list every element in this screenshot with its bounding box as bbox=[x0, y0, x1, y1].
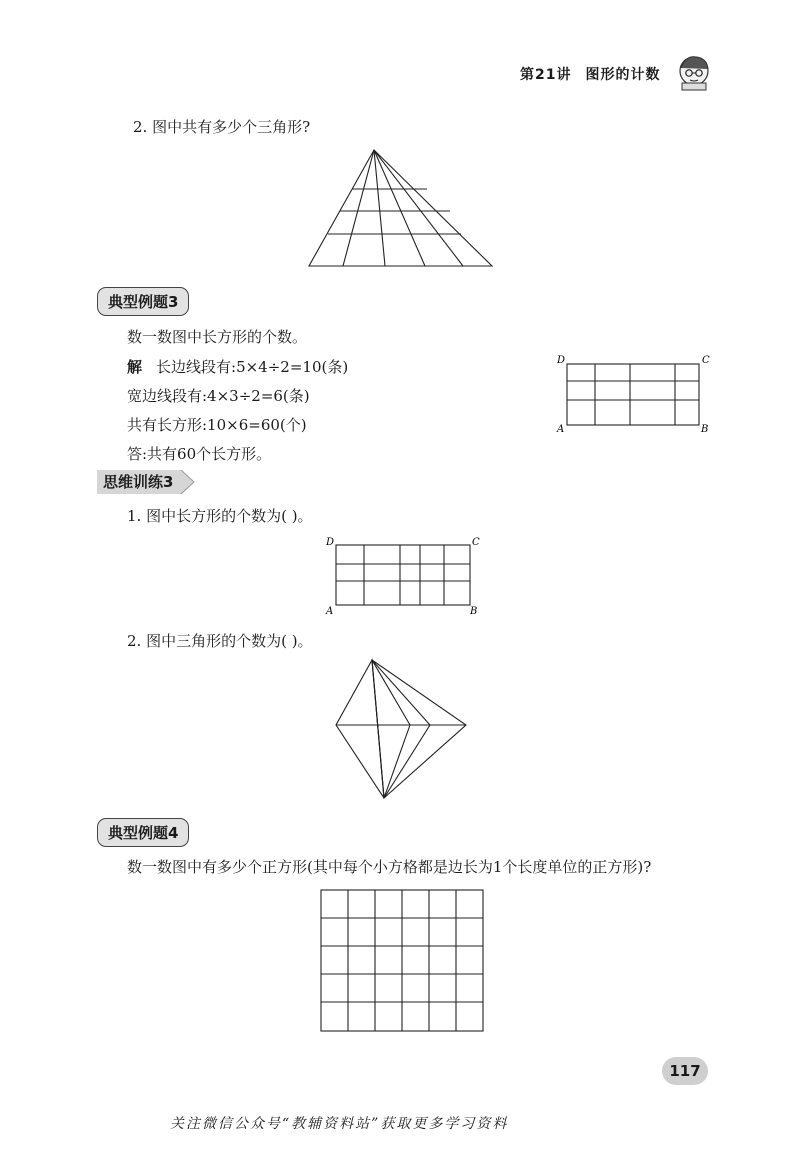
corner-B: B bbox=[470, 606, 478, 617]
kite-triangle-figure bbox=[330, 655, 475, 805]
training-3-q2: 2. 图中三角形的个数为( )。 bbox=[127, 632, 313, 650]
example-4-question: 数一数图中有多少个正方形(其中每个小方格都是边长为1个长度单位的正方形)? bbox=[127, 858, 652, 876]
footer-note: 关注微信公众号“教辅资料站”获取更多学习资料 bbox=[170, 1116, 509, 1132]
corner-D: D bbox=[326, 537, 335, 548]
solution-line1-text: 长边线段有:5×4÷2=10(条) bbox=[156, 358, 349, 376]
corner-D: D bbox=[557, 355, 566, 366]
mascot-icon bbox=[674, 52, 714, 92]
training-3-label bbox=[97, 470, 195, 494]
training-3-rectangle-figure bbox=[322, 532, 482, 617]
lecture-topic: 图形的计数 bbox=[585, 67, 661, 83]
example-3-label: 典型例题3 bbox=[97, 287, 189, 316]
square-grid-figure bbox=[318, 887, 486, 1035]
training-3-q1: 1. 图中长方形的个数为( )。 bbox=[127, 507, 313, 525]
example-3-solution-line1 bbox=[127, 356, 348, 377]
corner-C: C bbox=[472, 537, 480, 548]
arrow-tag-icon bbox=[177, 470, 195, 494]
example-3-solution-line3: 共有长方形:10×6=60(个) bbox=[127, 416, 307, 434]
example-3-rectangle-figure bbox=[555, 350, 715, 435]
problem-2-text: 2. 图中共有多少个三角形? bbox=[133, 118, 311, 136]
training-3-label-text: 思维训练3 bbox=[97, 470, 177, 494]
lecture-number: 第21讲 bbox=[520, 67, 572, 83]
example-3-answer: 答:共有60个长方形。 bbox=[127, 445, 272, 463]
solution-keyword: 解 bbox=[127, 358, 143, 376]
corner-B: B bbox=[701, 424, 709, 435]
example-3-question: 数一数图中长方形的个数。 bbox=[127, 328, 308, 346]
triangle-grid-figure bbox=[300, 145, 500, 270]
corner-A: A bbox=[557, 424, 565, 435]
page-header bbox=[520, 64, 660, 84]
page-number: 117 bbox=[662, 1057, 708, 1085]
example-3-solution-line2: 宽边线段有:4×3÷2=6(条) bbox=[127, 387, 310, 405]
example-4-label: 典型例题4 bbox=[97, 818, 189, 847]
corner-C: C bbox=[702, 355, 710, 366]
corner-A: A bbox=[326, 606, 334, 617]
